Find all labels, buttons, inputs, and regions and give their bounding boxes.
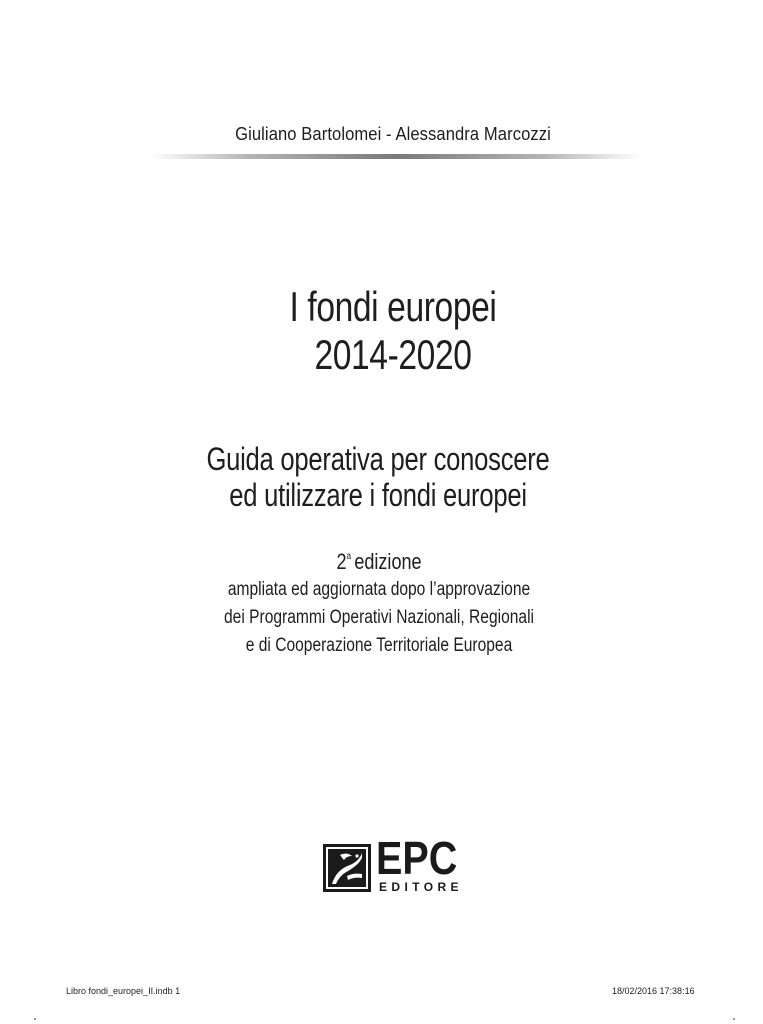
publisher-logo [323, 832, 473, 901]
authors: Giuliano Bartolomei - Alessandra Marcozzi [235, 124, 551, 144]
book-title [0, 283, 763, 379]
edition [68, 543, 690, 576]
publisher-subname: EDITORE [379, 880, 463, 894]
edition-number: 2 [336, 549, 347, 574]
note-line-1: ampliata ed aggiornata dopo l’approvazione [227, 579, 531, 600]
crop-mark-left [34, 1018, 36, 1020]
publisher-name: EPC [376, 832, 458, 884]
crop-mark-right [733, 1018, 735, 1020]
author-divider [150, 154, 642, 159]
book-subtitle [0, 441, 756, 513]
edition-label: edizione [354, 549, 422, 574]
title-line-2: 2014-2020 [314, 331, 472, 378]
footer-filename: Libro fondi_europei_II.indb 1 [66, 986, 181, 996]
edition-superscript: a [346, 551, 352, 562]
subtitle-line-2: ed utilizzare i fondi europei [229, 477, 527, 513]
edition-notes [0, 576, 758, 660]
title-line-1: I fondi europei [289, 283, 497, 330]
note-line-3: e di Cooperazione Territoriale Europea [245, 635, 513, 656]
subtitle-line-1: Guida operativa per conoscere [206, 441, 550, 477]
epc-emblem-icon [323, 844, 371, 892]
footer-timestamp: 18/02/2016 17:38:16 [612, 986, 695, 996]
note-line-2: dei Programmi Operativi Nazionali, Regionali [223, 607, 535, 628]
